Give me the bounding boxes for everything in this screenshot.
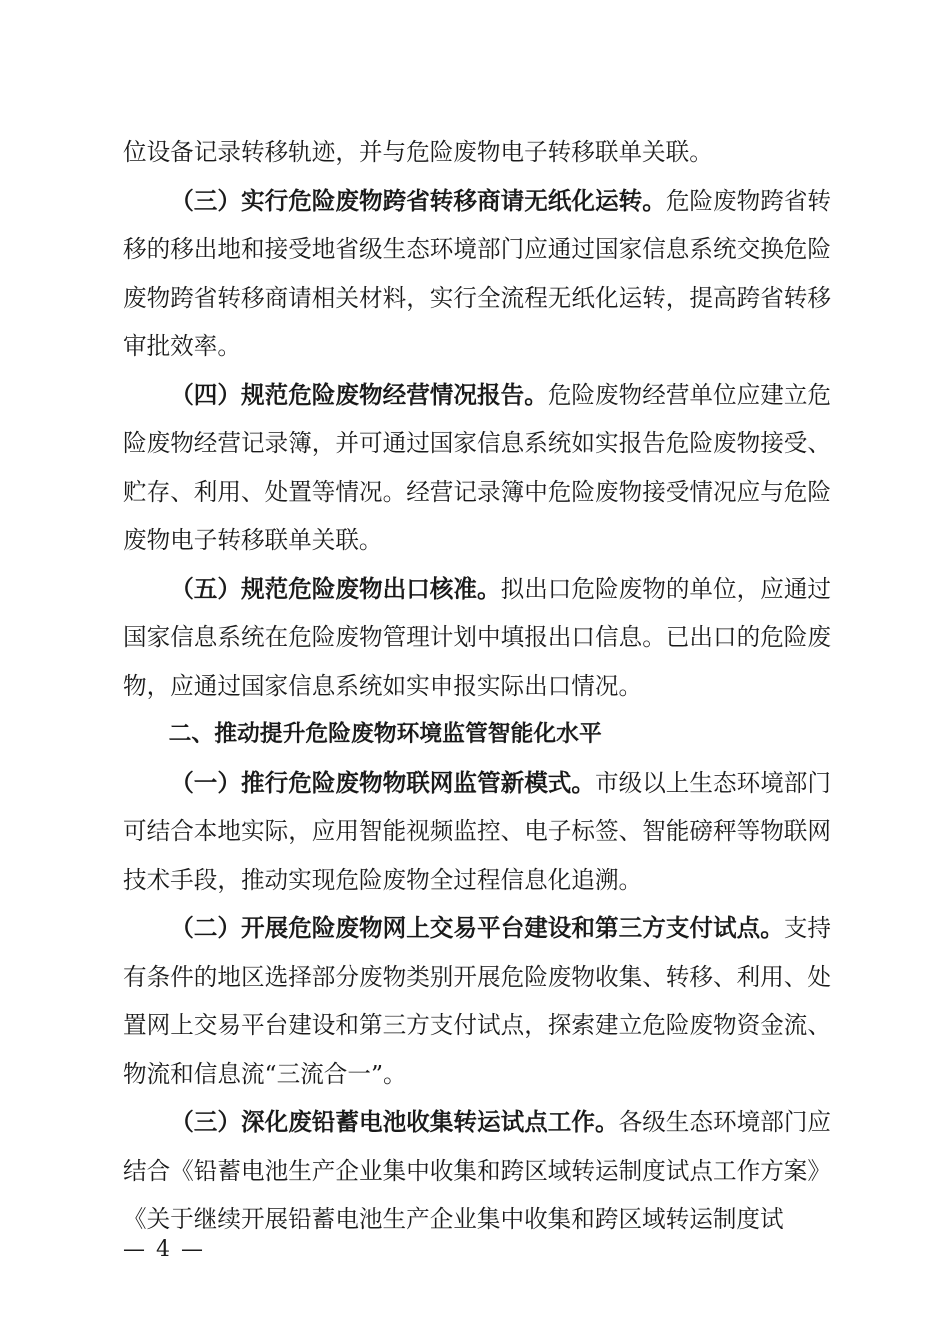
paragraph-text: 各级生态环境部门应结合《铅蓄电池生产企业集中收集和跨区域转运制度试点工作方案》《关于继续开展铅蓄电池生产企业集中收集和跨区域转运制度试 — [123, 1108, 832, 1233]
paragraph-text: 危险废物跨省转移的移出地和接受地省级生态环境部门应通过国家信息系统交换危险废物跨省转移商请相关材料，实行全流程无纸化运转，提高跨省转移审批效率。 — [123, 186, 832, 360]
subsection-heading: （三）深化废铅蓄电池收集转运试点工作。 — [170, 1108, 619, 1136]
paragraph-text: 位设备记录转移轨迹，并与危险废物电子转移联单关联。 — [123, 138, 713, 166]
paragraph-text: 支持有条件的地区选择部分废物类别开展危险废物收集、转移、利用、处置网上交易平台建设和第三方支付试点，探索建立危险废物资金流、物流和信息流“三流合一”。 — [123, 914, 832, 1088]
document-body — [123, 128, 831, 1244]
subsection-heading: （三）实行危险废物跨省转移商请无纸化运转。 — [170, 186, 666, 215]
paragraph-operation-report — [123, 371, 831, 565]
subsection-heading: （五）规范危险废物出口核准。 — [170, 574, 501, 603]
paragraph-online-trading — [123, 904, 831, 1098]
paragraph-lead-battery-pilot — [123, 1098, 831, 1244]
paragraph-export-approval — [123, 565, 831, 711]
section-heading: 二、推动提升危险废物环境监管智能化水平 — [168, 721, 602, 747]
subsection-heading: （二）开展危险废物网上交易平台建设和第三方支付试点。 — [170, 914, 784, 942]
page-number: — 4 — — [123, 1237, 205, 1262]
paragraph-iot-supervision — [123, 759, 831, 905]
paragraph-text: 危险废物经营单位应建立危险废物经营记录簿，并可通过国家信息系统如实报告危险废物接受、贮存、利用、处置等情况。经营记录簿中危险废物接受情况应与危险废物电子转移联单关联。 — [123, 380, 832, 554]
paragraph-cross-province-transfer — [123, 177, 831, 371]
paragraph-text: 拟出口危险废物的单位，应通过国家信息系统在危险废物管理计划中填报出口信息。已出口的危险废物，应通过国家信息系统如实申报实际出口情况。 — [123, 574, 832, 700]
subsection-heading: （四）规范危险废物经营情况报告。 — [170, 380, 548, 409]
paragraph-continuation — [123, 128, 831, 177]
paragraph-text: 市级以上生态环境部门可结合本地实际，应用智能视频监控、电子标签、智能磅秤等物联网技术手段，推动实现危险废物全过程信息化追溯。 — [123, 768, 831, 894]
subsection-heading: （一）推行危险废物物联网监管新模式。 — [170, 768, 595, 797]
